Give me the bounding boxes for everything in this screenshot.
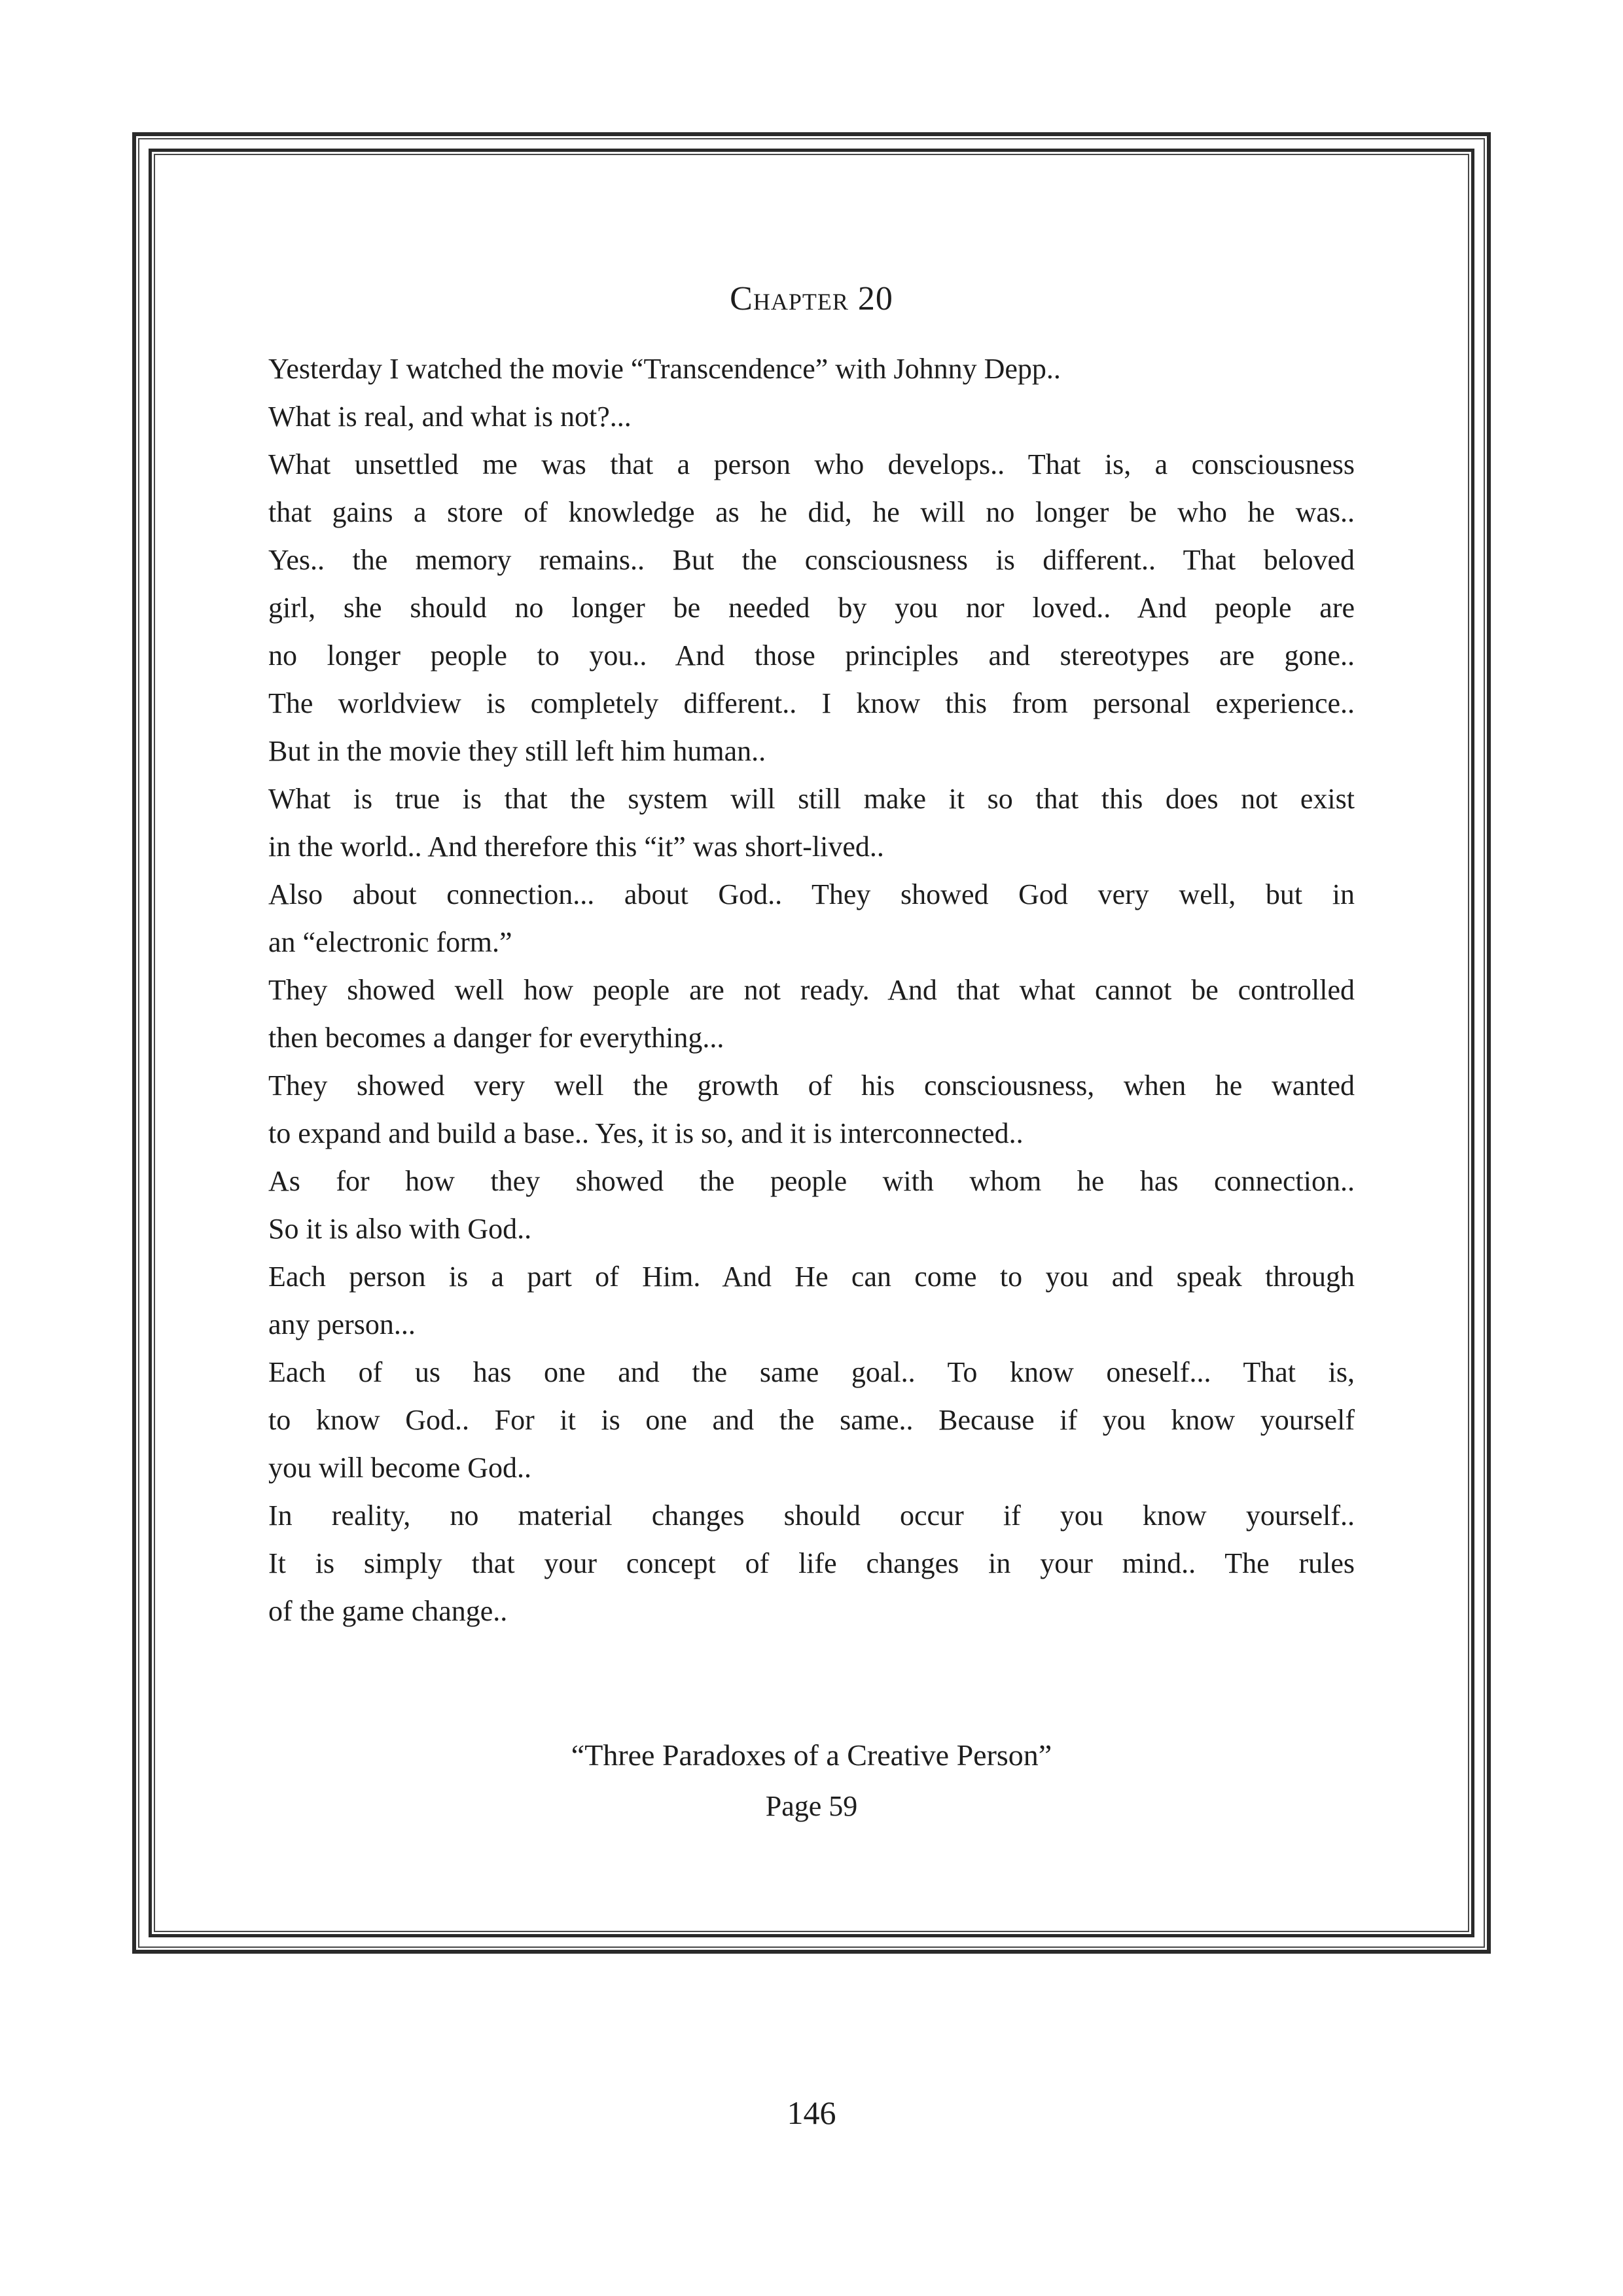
text-line: you will become God.. bbox=[268, 1452, 532, 1484]
text-line: What unsettled me was that a person who develops.. That is, a consciousness bbox=[268, 448, 1355, 480]
text-line: Each person is a part of Him. And He can come to you and speak through bbox=[268, 1261, 1355, 1293]
paragraph bbox=[268, 775, 1355, 870]
text-line: any person... bbox=[268, 1308, 416, 1340]
paragraph bbox=[268, 440, 1355, 775]
text-line: The worldview is completely different.. I know this from personal experience.. bbox=[268, 687, 1355, 719]
paragraph bbox=[268, 393, 1355, 440]
text-line: But in the movie they still left him human.. bbox=[268, 735, 766, 767]
text-line: In reality, no material changes should occur if you know yourself.. bbox=[268, 1499, 1355, 1532]
text-line: It is simply that your concept of life changes in your mind.. The rules bbox=[268, 1547, 1355, 1579]
text-line: to expand and build a base.. Yes, it is so, and it is interconnected.. bbox=[268, 1117, 1024, 1149]
paragraph bbox=[268, 1253, 1355, 1348]
chapter-heading: Chapter 20 bbox=[730, 280, 893, 317]
text-line: They showed well how people are not ready. And that what cannot be controlled bbox=[268, 974, 1355, 1006]
page-number: 146 bbox=[787, 2094, 836, 2131]
text-line: Yesterday I watched the movie “Transcendence” with Johnny Depp.. bbox=[268, 353, 1061, 385]
text-line: to know God.. For it is one and the same.. Because if you know yourself bbox=[268, 1404, 1355, 1436]
text-line: What is true is that the system will still make it so that this does not exist bbox=[268, 783, 1355, 815]
body-text bbox=[268, 345, 1355, 1635]
paragraph bbox=[268, 1062, 1355, 1157]
text-line: no longer people to you.. And those principles and stereotypes are gone.. bbox=[268, 639, 1355, 672]
text-line: Each of us has one and the same goal.. To know oneself... That is, bbox=[268, 1356, 1355, 1388]
text-line: girl, she should no longer be needed by you nor loved.. And people are bbox=[268, 592, 1355, 624]
text-line: Yes.. the memory remains.. But the consciousness is different.. That beloved bbox=[268, 544, 1355, 576]
text-line: that gains a store of knowledge as he did, he will no longer be who he was.. bbox=[268, 496, 1355, 528]
closing-page-reference: Page 59 bbox=[765, 1790, 858, 1822]
text-line: So it is also with God.. bbox=[268, 1213, 532, 1245]
text-line: As for how they showed the people with whom he has connection.. bbox=[268, 1165, 1355, 1197]
text-line: of the game change.. bbox=[268, 1595, 508, 1627]
paragraph bbox=[268, 870, 1355, 966]
text-line: then becomes a danger for everything... bbox=[268, 1022, 724, 1054]
text-line: Also about connection... about God.. They showed God very well, but in bbox=[268, 878, 1355, 910]
text-line: an “electronic form.” bbox=[268, 926, 512, 958]
paragraph bbox=[268, 1492, 1355, 1635]
closing-quote: “Three Paradoxes of a Creative Person” bbox=[571, 1738, 1052, 1772]
paragraph bbox=[268, 966, 1355, 1062]
text-line: They showed very well the growth of his consciousness, when he wanted bbox=[268, 1069, 1355, 1102]
paragraph bbox=[268, 1157, 1355, 1253]
paragraph bbox=[268, 1348, 1355, 1492]
paragraph bbox=[268, 345, 1355, 393]
text-line: in the world.. And therefore this “it” was short-lived.. bbox=[268, 831, 884, 863]
text-line: What is real, and what is not?... bbox=[268, 401, 632, 433]
